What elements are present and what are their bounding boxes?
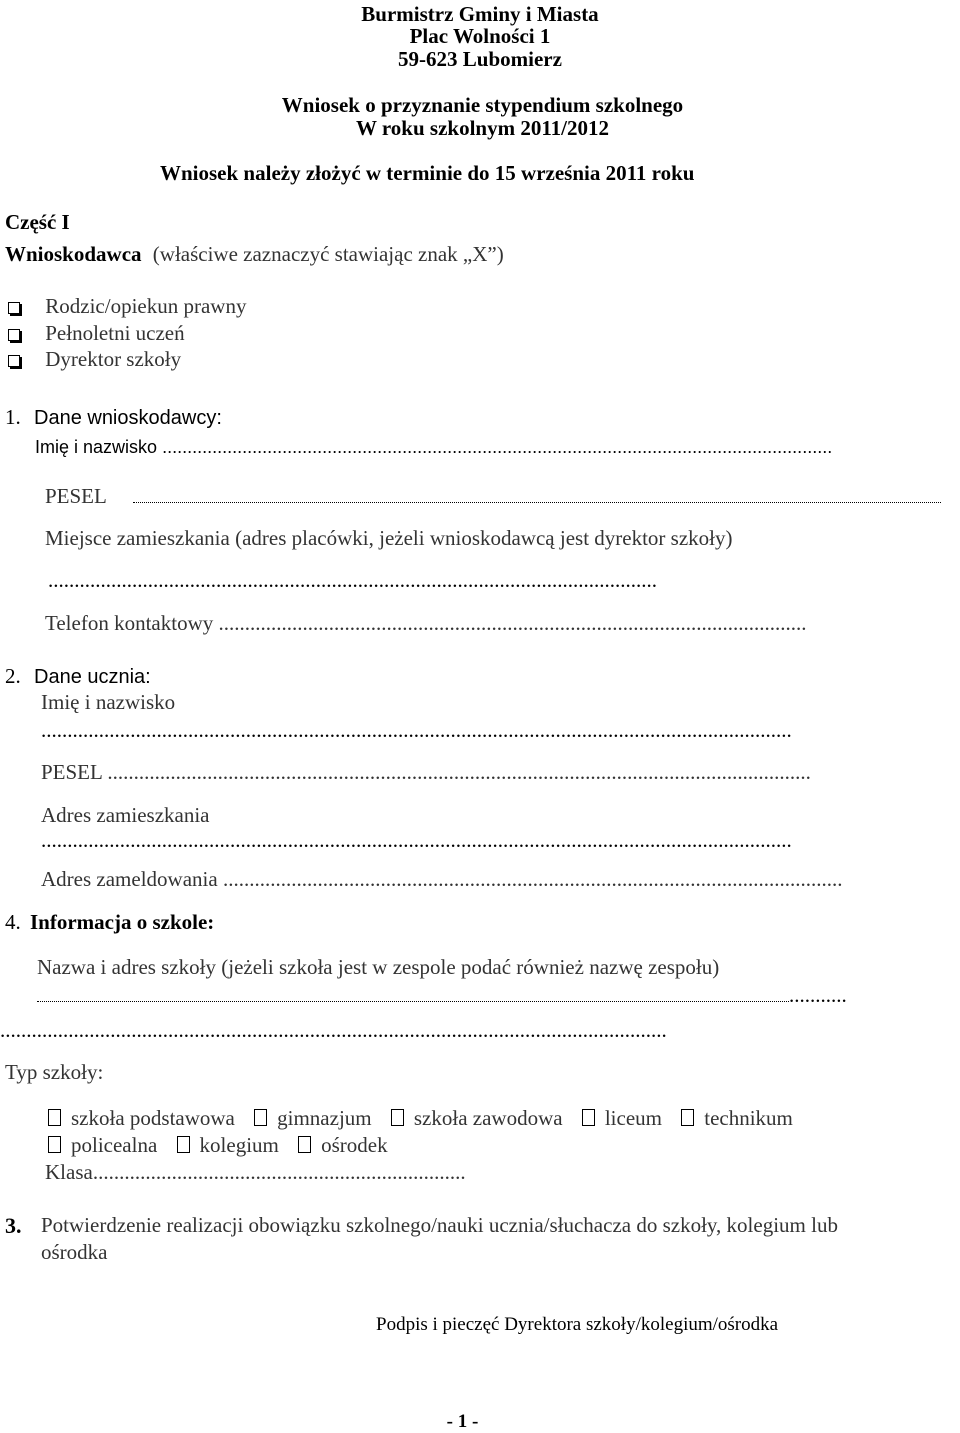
section4-heading: 4. Informacja o szkole: — [5, 910, 215, 934]
checkbox-icon[interactable] — [8, 302, 20, 314]
section1-heading: 1. Dane wnioskodawcy: — [5, 405, 222, 429]
checkbox-icon[interactable] — [48, 1109, 61, 1126]
student-pesel-field[interactable]: PESEL ...................................................................................................................................... — [41, 760, 811, 784]
applicant-option-parent[interactable]: Rodzic/opiekun prawny — [8, 294, 246, 318]
checkbox-icon[interactable] — [48, 1136, 61, 1153]
applicant-row — [5, 242, 504, 266]
checkbox-icon[interactable] — [8, 355, 20, 367]
page-number: - 1 - — [446, 1411, 479, 1432]
applicant-pesel-field[interactable]: PESEL — [45, 484, 941, 508]
part-heading: Część I — [5, 210, 70, 234]
type-option-centre[interactable]: ośrodek — [298, 1133, 388, 1157]
checkbox-icon[interactable] — [177, 1136, 190, 1153]
signature-caption: Podpis i pieczęć Dyrektora szkoły/kolegium/ośrodka — [376, 1314, 779, 1335]
checkbox-icon[interactable] — [298, 1136, 311, 1153]
school-name-label: Nazwa i adres szkoły (jeżeli szkoła jest w zespole podać również nazwę zespołu) — [37, 955, 720, 979]
type-option-technical[interactable]: technikum — [681, 1106, 793, 1130]
school-type-row2 — [48, 1133, 402, 1157]
office-name: Burmistrz Gminy i Miasta — [361, 2, 599, 26]
school-type-row1 — [48, 1106, 807, 1130]
student-name-label: Imię i nazwisko — [41, 690, 176, 714]
applicant-phone-field[interactable]: Telefon kontaktowy ................................................................................................................ — [45, 611, 807, 635]
section3-text-line2: ośrodka — [41, 1240, 108, 1264]
student-residence-label: Adres zamieszkania — [41, 803, 210, 827]
form-title: Wniosek o przyznanie stypendium szkolnego — [281, 93, 684, 117]
type-option-primary[interactable]: szkoła podstawowa — [48, 1106, 235, 1130]
applicant-hint: (właściwe zaznaczyć stawiając znak „X”) — [152, 242, 504, 266]
type-option-college[interactable]: kolegium — [177, 1133, 279, 1157]
checkbox-icon[interactable] — [582, 1109, 595, 1126]
type-option-vocational[interactable]: szkoła zawodowa — [391, 1106, 563, 1130]
student-name-field[interactable]: ............................................................................................................................................... — [41, 718, 792, 742]
applicant-name-field[interactable]: Imię i nazwisko ...................................................................................................................................... — [35, 437, 833, 457]
applicant-address-field[interactable]: .................................................................................................................... — [48, 568, 657, 592]
applicant-option-student[interactable]: Pełnoletni uczeń — [8, 321, 185, 345]
section3-text-line1: Potwierdzenie realizacji obowiązku szkolnego/nauki ucznia/słuchacza do szkoły, kolegium lub — [41, 1213, 838, 1237]
school-address-field[interactable]: ............................................................................................................................... — [0, 1018, 667, 1042]
applicant-address-label: Miejsce zamieszkania (adres placówki, jeżeli wnioskodawcą jest dyrektor szkoły) — [45, 526, 733, 550]
type-option-gymnasium[interactable]: gimnazjum — [254, 1106, 371, 1130]
section2-heading: 2. Dane ucznia: — [5, 664, 151, 688]
class-field[interactable]: Klasa....................................................................... — [45, 1160, 466, 1184]
checkbox-icon[interactable] — [681, 1109, 694, 1126]
applicant-option-director[interactable]: Dyrektor szkoły — [8, 347, 181, 371]
school-name-underline — [37, 989, 789, 1002]
school-year: W roku szkolnym 2011/2012 — [355, 116, 610, 140]
student-registered-field[interactable]: Adres zameldowania ...................................................................................................................... — [41, 867, 843, 891]
school-type-label: Typ szkoły: — [5, 1060, 104, 1084]
student-residence-field[interactable]: ............................................................................................................................................... — [41, 828, 792, 852]
office-street: Plac Wolności 1 — [409, 24, 551, 48]
applicant-label: Wnioskodawca — [5, 242, 142, 266]
school-name-field[interactable]: ........... — [37, 983, 847, 1007]
type-option-post-secondary[interactable]: policealna — [48, 1133, 157, 1157]
checkbox-icon[interactable] — [391, 1109, 404, 1126]
pesel-underline — [133, 488, 941, 503]
section3-number: 3. — [5, 1213, 22, 1238]
checkbox-icon[interactable] — [254, 1109, 267, 1126]
type-option-highschool[interactable]: liceum — [582, 1106, 662, 1130]
deadline-note: Wniosek należy złożyć w terminie do 15 września 2011 roku — [160, 161, 695, 185]
office-postcode: 59-623 Lubomierz — [398, 47, 562, 71]
checkbox-icon[interactable] — [8, 329, 20, 341]
